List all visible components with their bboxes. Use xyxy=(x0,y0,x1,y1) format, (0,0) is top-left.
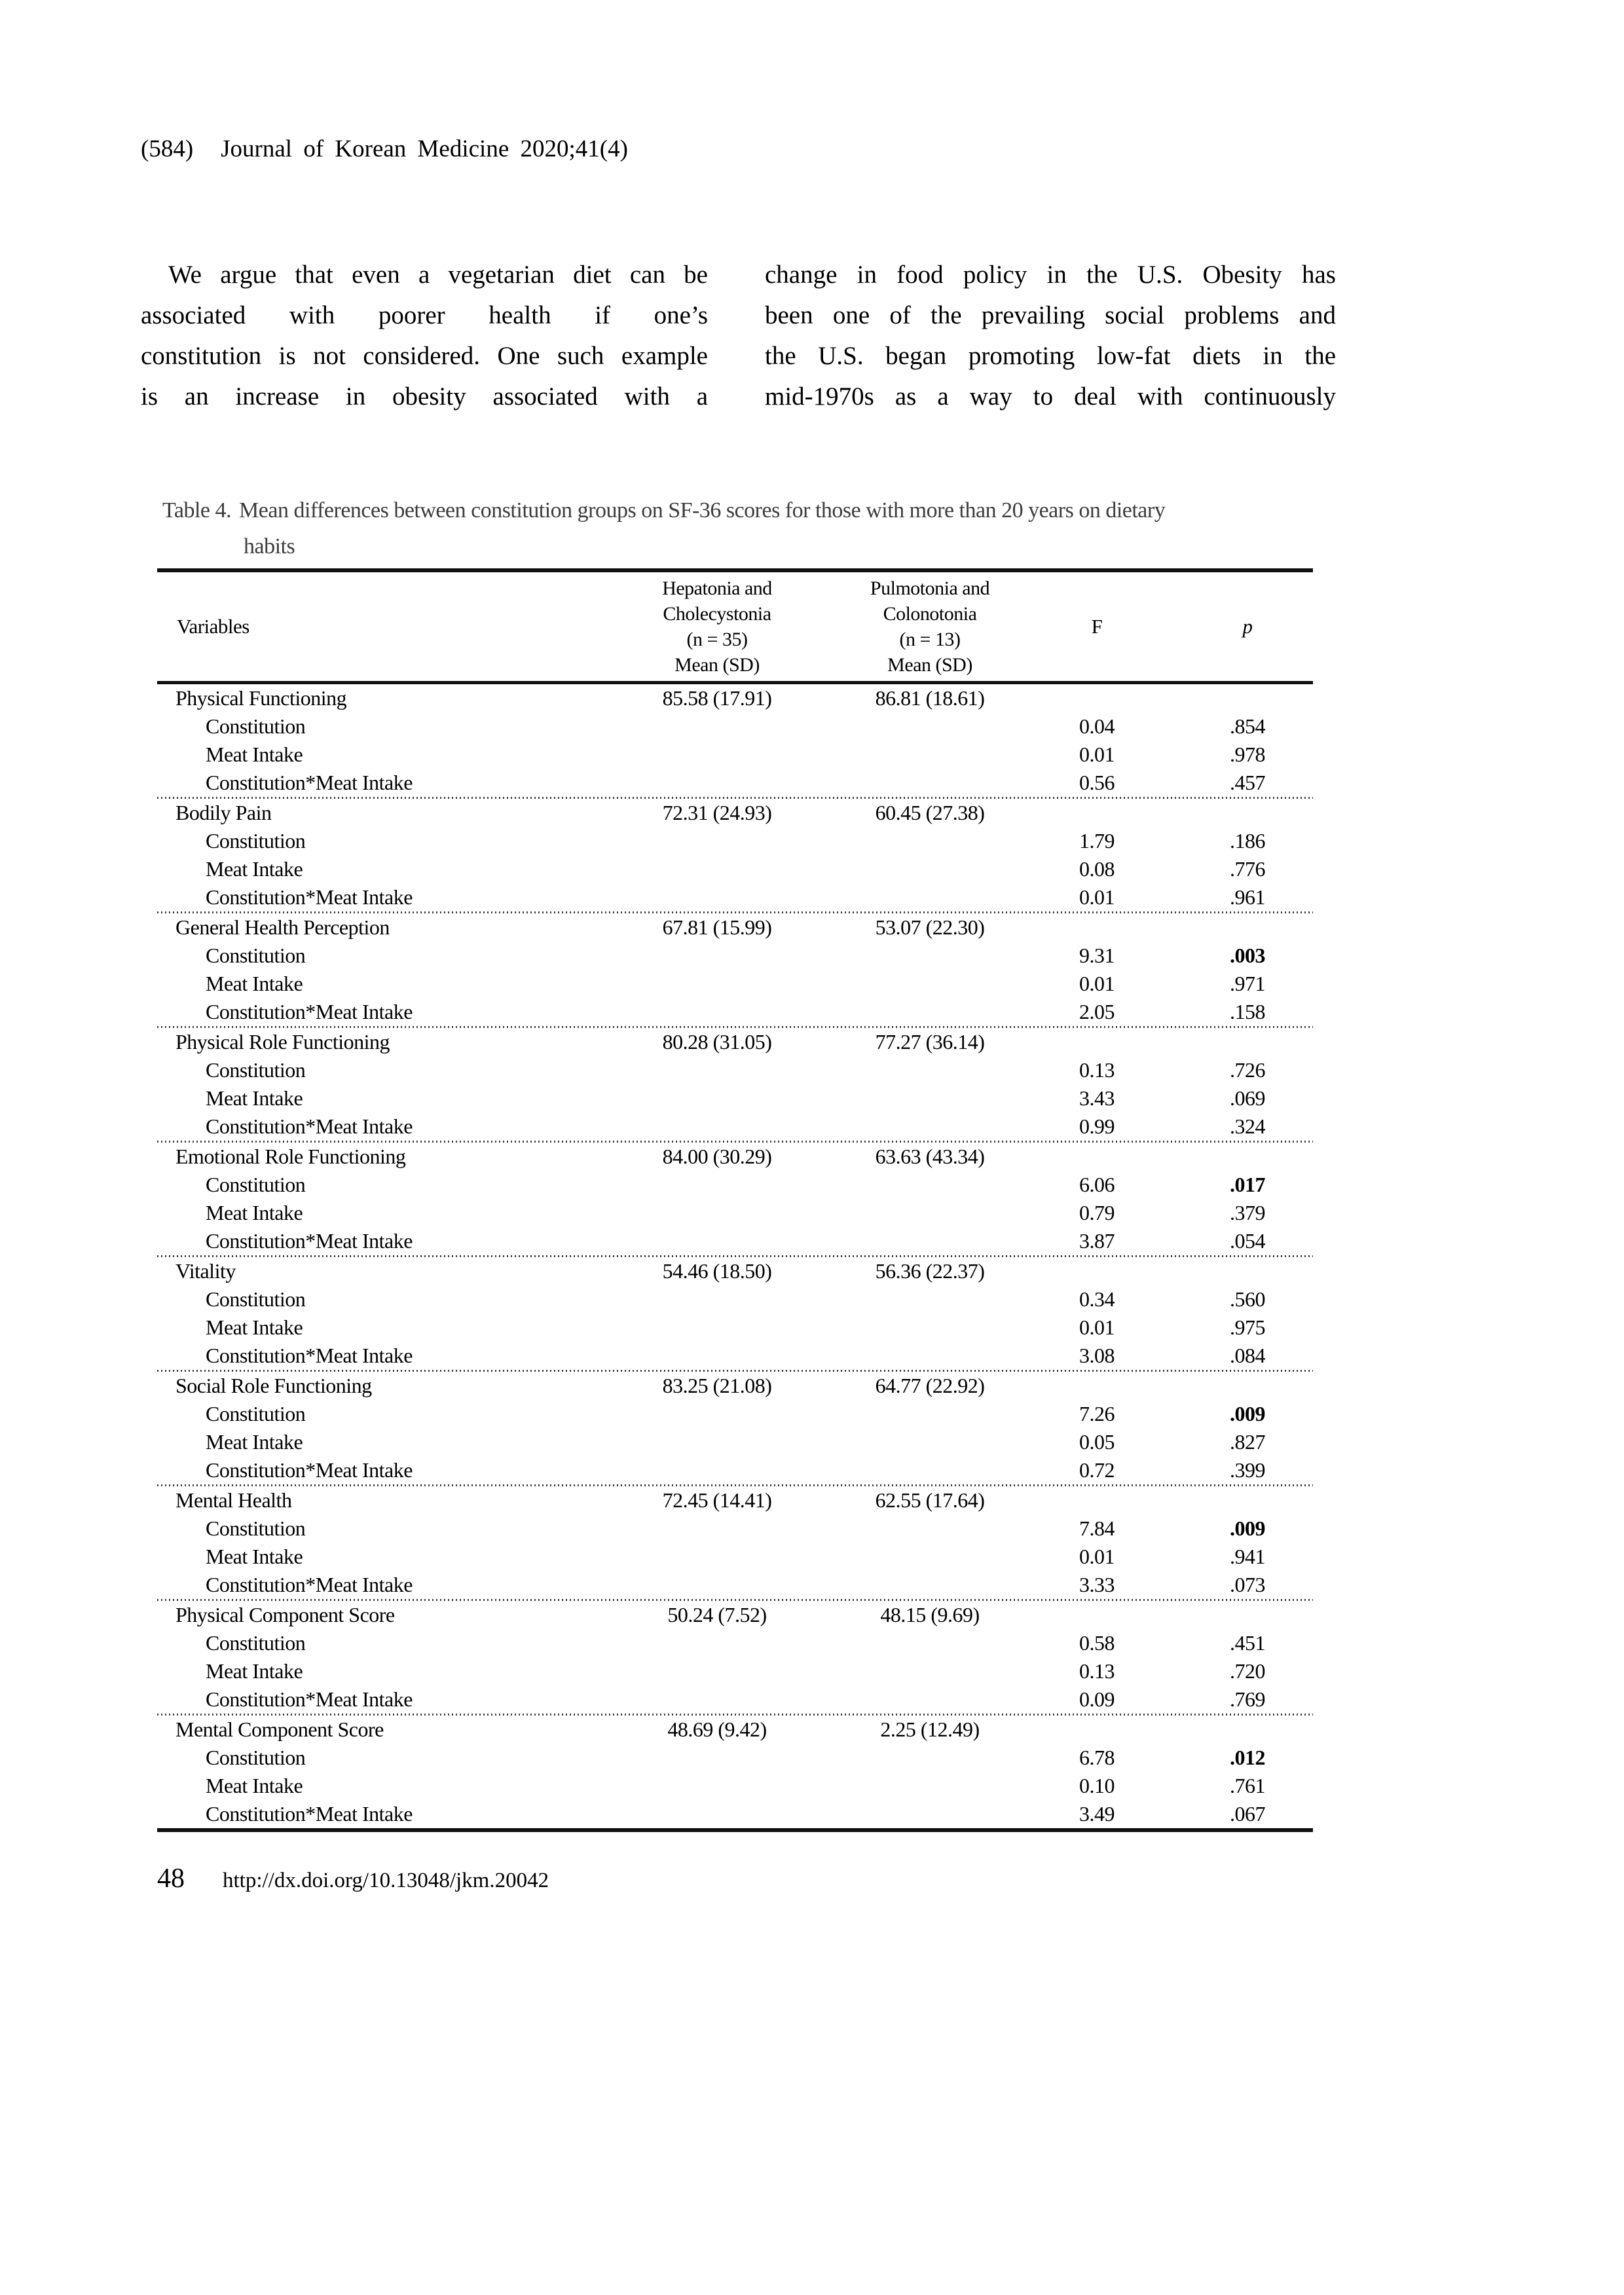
f-value: 0.04 xyxy=(1079,714,1115,738)
doi-text: http://dx.doi.org/10.13048/jkm.20042 xyxy=(223,1869,549,1892)
group2-mean: 63.63 (43.34) xyxy=(875,1145,985,1168)
p-value: .069 xyxy=(1230,1086,1265,1110)
journal-title: Journal of Korean Medicine 2020;41(4) xyxy=(221,136,628,162)
effect-row xyxy=(157,1313,1313,1342)
effect-row xyxy=(157,1084,1313,1112)
f-value: 0.05 xyxy=(1079,1430,1115,1454)
page-number: 48 xyxy=(157,1864,185,1894)
effect-label: Constitution xyxy=(206,1746,306,1769)
group2-mean: 2.25 (12.49) xyxy=(880,1717,980,1741)
effect-label: Constitution xyxy=(206,1058,306,1082)
effect-label: Constitution*Meat Intake xyxy=(206,1687,413,1711)
body-text-line: We argue that even a vegetarian diet can be xyxy=(168,261,708,289)
group1-mean: 84.00 (30.29) xyxy=(662,1145,772,1168)
group2-mean: 56.36 (22.37) xyxy=(875,1259,985,1283)
f-value: 0.13 xyxy=(1079,1058,1115,1082)
column-header-group2 xyxy=(848,576,1012,678)
f-value: 6.78 xyxy=(1079,1746,1115,1769)
effect-label: Constitution*Meat Intake xyxy=(206,1573,413,1596)
variable-name: Physical Component Score xyxy=(175,1603,395,1626)
effect-row xyxy=(157,1629,1313,1657)
table-section xyxy=(157,913,1313,1026)
f-value: 0.56 xyxy=(1079,771,1115,794)
running-head xyxy=(141,135,628,163)
group1-mean: 72.45 (14.41) xyxy=(662,1488,772,1512)
effect-label: Constitution*Meat Intake xyxy=(206,771,413,794)
group2-mean: 64.77 (22.92) xyxy=(875,1374,985,1397)
effect-label: Constitution xyxy=(206,1287,306,1311)
variable-name: Physical Functioning xyxy=(175,686,347,710)
f-value: 9.31 xyxy=(1079,944,1115,967)
f-value: 0.08 xyxy=(1079,857,1115,881)
f-value: 0.34 xyxy=(1079,1287,1115,1311)
section-title-row xyxy=(157,1372,1313,1400)
effect-row xyxy=(157,883,1313,911)
p-value: .012 xyxy=(1230,1746,1265,1769)
f-value: 3.49 xyxy=(1079,1802,1115,1826)
group1-line: Mean (SD) xyxy=(674,654,760,676)
effect-label: Meat Intake xyxy=(206,1315,303,1339)
group1-line: (n = 35) xyxy=(686,629,748,650)
section-title-row xyxy=(157,799,1313,827)
effect-label: Constitution xyxy=(206,1402,306,1425)
group2-mean: 62.55 (17.64) xyxy=(875,1488,985,1512)
effect-label: Meat Intake xyxy=(206,743,303,766)
effect-row xyxy=(157,942,1313,970)
effect-row xyxy=(157,1456,1313,1484)
table-section xyxy=(157,1143,1313,1255)
f-value: 3.87 xyxy=(1079,1229,1115,1253)
p-value: .084 xyxy=(1230,1344,1265,1367)
f-value: 0.99 xyxy=(1079,1114,1115,1138)
p-value: .975 xyxy=(1230,1315,1265,1339)
p-value: .769 xyxy=(1230,1687,1265,1711)
variable-name: Vitality xyxy=(175,1259,236,1283)
p-value: .720 xyxy=(1230,1659,1265,1683)
effect-row xyxy=(157,1400,1313,1428)
table-caption-label: Table 4. xyxy=(162,498,232,523)
effect-label: Constitution xyxy=(206,1173,306,1196)
body-text-line: associated with poorer health if one’s xyxy=(141,301,708,329)
variable-name: Mental Component Score xyxy=(175,1717,384,1741)
f-value: 0.01 xyxy=(1079,1545,1115,1568)
effect-label: Constitution*Meat Intake xyxy=(206,1000,413,1023)
section-title-row xyxy=(157,1257,1313,1285)
effect-row xyxy=(157,1227,1313,1255)
f-value: 3.43 xyxy=(1079,1086,1115,1110)
body-text-line: the U.S. began promoting low-fat diets in the xyxy=(765,342,1336,370)
body-text-line: change in food policy in the U.S. Obesity has xyxy=(765,261,1336,289)
section-title-row xyxy=(157,913,1313,942)
table-section xyxy=(157,1257,1313,1370)
group1-mean: 83.25 (21.08) xyxy=(662,1374,772,1397)
section-title-row xyxy=(157,1143,1313,1171)
p-value: .827 xyxy=(1230,1430,1265,1454)
column-header-group1 xyxy=(586,576,848,678)
section-title-row xyxy=(157,684,1313,712)
p-value: .009 xyxy=(1230,1516,1265,1540)
f-value: 0.13 xyxy=(1079,1659,1115,1683)
f-value: 0.01 xyxy=(1079,885,1115,909)
f-value: 7.84 xyxy=(1079,1516,1115,1540)
group1-mean: 48.69 (9.42) xyxy=(667,1717,767,1741)
f-value: 0.72 xyxy=(1079,1458,1115,1482)
variable-name: General Health Perception xyxy=(175,915,390,939)
page-marker: (584) xyxy=(141,136,194,162)
body-text-line: is an increase in obesity associated with a xyxy=(141,382,708,411)
table-header-row xyxy=(157,572,1313,681)
effect-row xyxy=(157,970,1313,998)
effect-row xyxy=(157,1543,1313,1571)
effect-label: Constitution*Meat Intake xyxy=(206,885,413,909)
p-value: .158 xyxy=(1230,1000,1265,1023)
p-value: .451 xyxy=(1230,1631,1265,1655)
group2-mean: 86.81 (18.61) xyxy=(875,686,985,710)
effect-row xyxy=(157,1515,1313,1543)
table-section xyxy=(157,799,1313,911)
effect-row xyxy=(157,1342,1313,1370)
variable-name: Emotional Role Functioning xyxy=(175,1145,406,1168)
effect-label: Meat Intake xyxy=(206,1545,303,1568)
effect-label: Constitution xyxy=(206,1516,306,1540)
table-section xyxy=(157,1372,1313,1484)
body-text-line: been one of the prevailing social problems and xyxy=(765,301,1336,329)
section-title-row xyxy=(157,1028,1313,1056)
effect-label: Meat Intake xyxy=(206,972,303,995)
effect-label: Constitution xyxy=(206,944,306,967)
p-value: .761 xyxy=(1230,1774,1265,1797)
effect-row xyxy=(157,1571,1313,1599)
effect-row xyxy=(157,1056,1313,1084)
group2-line: Pulmotonia and xyxy=(870,578,990,599)
page-footer xyxy=(157,1863,549,1894)
section-title-row xyxy=(157,1716,1313,1744)
section-title-row xyxy=(157,1486,1313,1515)
effect-label: Constitution xyxy=(206,1631,306,1655)
effect-row xyxy=(157,998,1313,1026)
table-caption-line1 xyxy=(162,492,1289,528)
p-value: .009 xyxy=(1230,1402,1265,1425)
effect-label: Meat Intake xyxy=(206,1430,303,1454)
group1-mean: 54.46 (18.50) xyxy=(662,1259,772,1283)
table-body xyxy=(157,684,1313,1828)
effect-label: Meat Intake xyxy=(206,1774,303,1797)
variable-name: Bodily Pain xyxy=(175,801,272,824)
f-value: 7.26 xyxy=(1079,1402,1115,1425)
p-value: .399 xyxy=(1230,1458,1265,1482)
table-section xyxy=(157,1028,1313,1141)
table-bottom-rule xyxy=(157,1828,1313,1832)
group2-mean: 53.07 (22.30) xyxy=(875,915,985,939)
group2-mean: 48.15 (9.69) xyxy=(880,1603,980,1626)
table-caption-line2: habits xyxy=(244,534,295,559)
p-value: .854 xyxy=(1230,714,1265,738)
f-value: 0.10 xyxy=(1079,1774,1115,1797)
f-value: 3.08 xyxy=(1079,1344,1115,1367)
group2-line: Mean (SD) xyxy=(887,654,972,676)
effect-label: Constitution*Meat Intake xyxy=(206,1229,413,1253)
group1-mean: 72.31 (24.93) xyxy=(662,801,772,824)
group1-line: Hepatonia and xyxy=(662,578,772,599)
table4 xyxy=(157,568,1313,1832)
p-value: .324 xyxy=(1230,1114,1265,1138)
group1-line: Cholecystonia xyxy=(663,603,771,625)
effect-label: Meat Intake xyxy=(206,1659,303,1683)
body-text-line: constitution is not considered. One such example xyxy=(141,342,708,370)
effect-label: Constitution*Meat Intake xyxy=(206,1344,413,1367)
p-value: .971 xyxy=(1230,972,1265,995)
p-value: .054 xyxy=(1230,1229,1265,1253)
p-value: .726 xyxy=(1230,1058,1265,1082)
effect-row xyxy=(157,712,1313,741)
column-header-variables: Variables xyxy=(177,615,249,638)
effect-row xyxy=(157,769,1313,797)
column-header-f: F xyxy=(1091,615,1103,638)
effect-label: Constitution*Meat Intake xyxy=(206,1114,413,1138)
f-value: 0.09 xyxy=(1079,1687,1115,1711)
p-value: .457 xyxy=(1230,771,1265,794)
p-value: .067 xyxy=(1230,1802,1265,1826)
effect-row xyxy=(157,1112,1313,1141)
effect-label: Constitution xyxy=(206,829,306,853)
effect-row xyxy=(157,741,1313,769)
effect-row xyxy=(157,1171,1313,1199)
effect-row xyxy=(157,1685,1313,1714)
f-value: 3.33 xyxy=(1079,1573,1115,1596)
column-header-p: p xyxy=(1242,615,1253,638)
effect-label: Constitution*Meat Intake xyxy=(206,1802,413,1826)
group2-mean: 60.45 (27.38) xyxy=(875,801,985,824)
p-value: .073 xyxy=(1230,1573,1265,1596)
effect-label: Meat Intake xyxy=(206,1201,303,1224)
p-value: .186 xyxy=(1230,829,1265,853)
group1-mean: 67.81 (15.99) xyxy=(662,915,772,939)
f-value: 0.58 xyxy=(1079,1631,1115,1655)
p-value: .941 xyxy=(1230,1545,1265,1568)
variable-name: Mental Health xyxy=(175,1488,292,1512)
body-column-left xyxy=(141,255,708,417)
f-value: 0.79 xyxy=(1079,1201,1115,1224)
effect-row xyxy=(157,1199,1313,1227)
group2-mean: 77.27 (36.14) xyxy=(875,1030,985,1054)
body-column-right xyxy=(765,255,1336,417)
group2-line: (n = 13) xyxy=(899,629,961,650)
effect-label: Meat Intake xyxy=(206,857,303,881)
p-value: .961 xyxy=(1230,885,1265,909)
effect-row xyxy=(157,1657,1313,1685)
effect-label: Meat Intake xyxy=(206,1086,303,1110)
table-section xyxy=(157,1601,1313,1714)
table-section xyxy=(157,684,1313,797)
p-value: .017 xyxy=(1230,1173,1265,1196)
group2-line: Colonotonia xyxy=(883,603,977,625)
p-value: .560 xyxy=(1230,1287,1265,1311)
variable-name: Social Role Functioning xyxy=(175,1374,372,1397)
effect-row xyxy=(157,1772,1313,1800)
effect-label: Constitution*Meat Intake xyxy=(206,1458,413,1482)
table-caption-text: Mean differences between constitution groups on SF-36 scores for those with more than 20 years on dietary xyxy=(239,498,1166,523)
effect-row xyxy=(157,1285,1313,1313)
f-value: 0.01 xyxy=(1079,743,1115,766)
table-section xyxy=(157,1716,1313,1828)
p-value: .003 xyxy=(1230,944,1265,967)
section-title-row xyxy=(157,1601,1313,1629)
effect-row xyxy=(157,827,1313,855)
variable-name: Physical Role Functioning xyxy=(175,1030,390,1054)
effect-row xyxy=(157,1800,1313,1828)
effect-label: Constitution xyxy=(206,714,306,738)
effect-row xyxy=(157,1428,1313,1456)
p-value: .978 xyxy=(1230,743,1265,766)
f-value: 0.01 xyxy=(1079,972,1115,995)
f-value: 6.06 xyxy=(1079,1173,1115,1196)
group1-mean: 80.28 (31.05) xyxy=(662,1030,772,1054)
group1-mean: 85.58 (17.91) xyxy=(662,686,772,710)
table-section xyxy=(157,1486,1313,1599)
group1-mean: 50.24 (7.52) xyxy=(667,1603,767,1626)
table-caption xyxy=(162,492,1289,564)
f-value: 0.01 xyxy=(1079,1315,1115,1339)
effect-row xyxy=(157,1744,1313,1772)
f-value: 2.05 xyxy=(1079,1000,1115,1023)
body-text-line: mid-1970s as a way to deal with continuously xyxy=(765,382,1336,411)
effect-row xyxy=(157,855,1313,883)
f-value: 1.79 xyxy=(1079,829,1115,853)
p-value: .379 xyxy=(1230,1201,1265,1224)
p-value: .776 xyxy=(1230,857,1265,881)
